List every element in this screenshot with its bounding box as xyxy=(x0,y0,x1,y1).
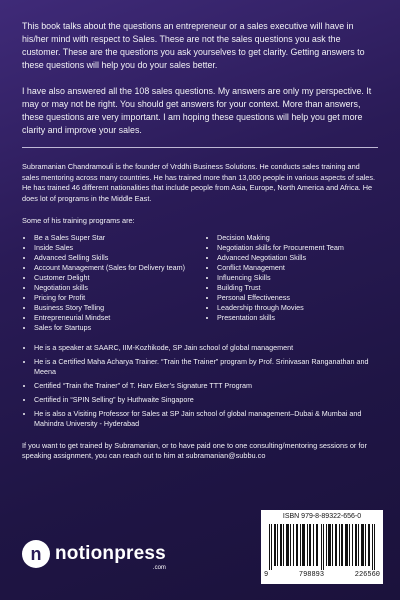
credential-item: • He is also a Visiting Professor for Sales at SP Jain school of global management–Dubai & Mumbai and Mahindra University - Hyderabad xyxy=(34,409,378,429)
publisher-logo-mark xyxy=(22,540,50,568)
isbn-label: ISBN 979-8-89322-656-0 xyxy=(282,513,362,520)
isbn-barcode xyxy=(261,510,383,584)
publisher-name: notionpress xyxy=(55,543,166,564)
program-item: • Sales for Startups xyxy=(34,323,195,333)
program-item: • Entrepreneurial Mindset xyxy=(34,313,195,323)
credential-item: • He is a speaker at SAARC, IIM-Kozhikode, SP Jain school of global management xyxy=(34,343,378,353)
program-item: • Advanced Negotiation Skills xyxy=(217,253,378,263)
credential-item: • Certified in “SPIN Selling” by Huthwaite Singapore xyxy=(34,395,378,405)
credentials-list xyxy=(22,343,378,429)
program-item: • Business Story Telling xyxy=(34,303,195,313)
publisher-wordmark xyxy=(55,543,166,571)
program-item: • Presentation skills xyxy=(217,313,378,323)
program-item: • Pricing for Profit xyxy=(34,293,195,303)
program-item: • Leadership through Movies xyxy=(217,303,378,313)
barcode-digit-group: 226560 xyxy=(354,571,380,579)
programs-column-right xyxy=(205,233,378,333)
barcode-digit-group: 9 xyxy=(264,571,269,579)
program-item: • Negotiation skills for Procurement Team xyxy=(217,243,378,253)
program-item: • Decision Making xyxy=(217,233,378,243)
section-divider xyxy=(22,147,378,148)
intro-paragraph-1: This book talks about the questions an entrepreneur or a sales executive will have in his/her mind with respect to Sales. These are not the sales questions you ask the customer. These are the questions you ask yourselves to get clarity. Getting answers to these questions will help you do your sales better. xyxy=(22,21,365,70)
program-item: • Personal Effectiveness xyxy=(217,293,378,303)
program-item: • Inside Sales xyxy=(34,243,195,253)
credential-item: • Certified “Train the Trainer” of T. Harv Eker’s Signature TTT Program xyxy=(34,381,378,391)
program-item: • Customer Delight xyxy=(34,273,195,283)
publisher-logo xyxy=(22,540,166,571)
program-item: • Influencing Skills xyxy=(217,273,378,283)
publisher-domain: .com xyxy=(152,565,166,571)
program-item: • Conflict Management xyxy=(217,263,378,273)
barcode-bars xyxy=(269,524,375,570)
program-item: • Advanced Selling Skills xyxy=(34,253,195,263)
back-cover-content xyxy=(22,20,378,462)
contact-text: If you want to get trained by Subramanian, or to have paid one to one consulting/mentoring sessions or for speaking assignment, you can reach out to him at subramanian@subbu.co xyxy=(22,440,367,460)
program-item: • Building Trust xyxy=(217,283,378,293)
programs-intro: Some of his training programs are: xyxy=(22,216,135,225)
programs-list xyxy=(22,233,378,333)
intro-paragraph-2: I have also answered all the 108 sales questions. My answers are only my perspective. It may or may not be right. You should get answers for your context. More than answers, these questions are very important. I am hoping these questions will help you get more clarity and improve your sales. xyxy=(22,86,372,135)
program-item: • Be a Sales Super Star xyxy=(34,233,195,243)
author-bio: Subramanian Chandramouli is the founder of Vrddhi Business Solutions. He conducts sales training and sales mentoring across many countries. He has trained more than 13,000 people in various aspects of sales. He has trained 46 different nationalities that include people from Asia, Europe, North America and Africa. He does lot of programs in the Middle East. xyxy=(22,162,376,203)
credential-item: • He is a Certified Maha Acharya Trainer. “Train the Trainer” program by Prof. Srinivasan Ranganathan and Meena xyxy=(34,357,378,377)
programs-column-left xyxy=(22,233,195,333)
program-item: • Negotiation skills xyxy=(34,283,195,293)
barcode-digit-group: 798893 xyxy=(298,571,325,579)
publisher-logo-letter: n xyxy=(30,543,42,564)
program-item: • Account Management (Sales for Delivery team) xyxy=(34,263,195,273)
barcode-digits xyxy=(264,571,380,579)
